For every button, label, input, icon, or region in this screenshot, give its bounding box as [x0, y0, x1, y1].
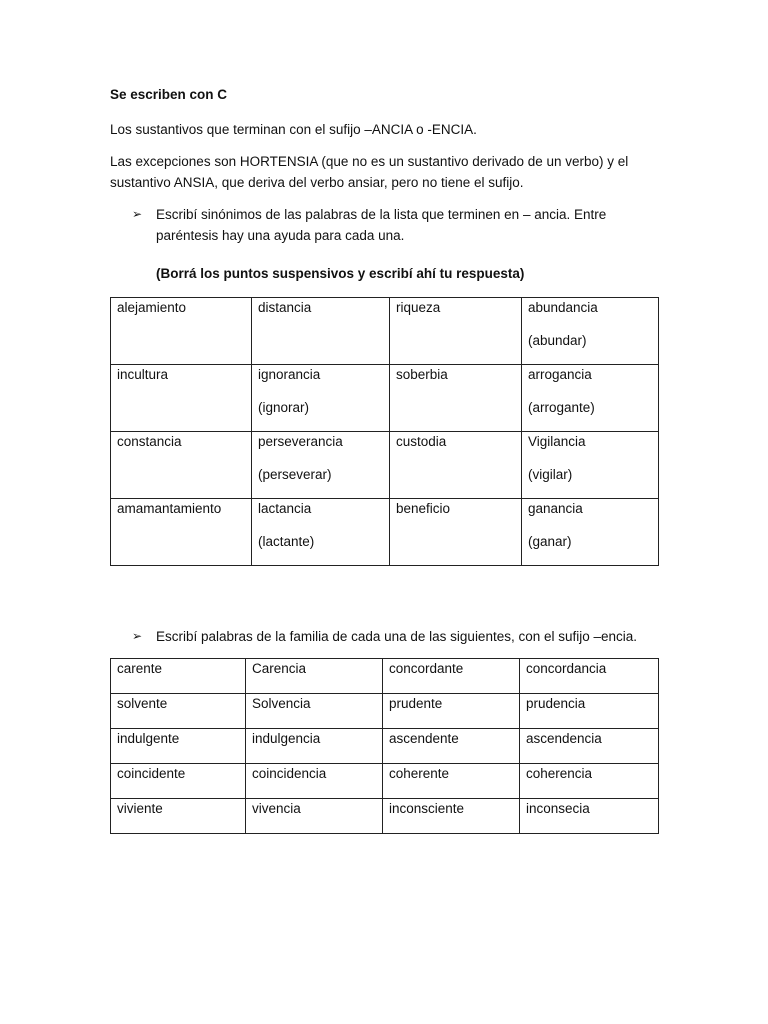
table-cell[interactable]: vivencia — [246, 799, 383, 834]
table-row — [111, 694, 659, 729]
cell-hint: (ganar) — [528, 534, 572, 549]
table-row — [111, 659, 659, 694]
cell-word: ganancia — [528, 501, 583, 516]
table-cell[interactable] — [522, 499, 659, 566]
cell-word: perseverancia — [258, 434, 343, 449]
table-cell[interactable] — [252, 298, 390, 365]
table-cell[interactable]: ascendencia — [520, 729, 659, 764]
table-row — [111, 729, 659, 764]
table-cell[interactable] — [522, 365, 659, 432]
table-cell[interactable]: Carencia — [246, 659, 383, 694]
cell-hint: (abundar) — [528, 333, 587, 348]
table-row — [111, 365, 659, 432]
cell-hint: (ignorar) — [258, 400, 310, 415]
cell-word: riqueza — [396, 300, 441, 315]
cell-word: abundancia — [528, 300, 598, 315]
table-cell[interactable]: indulgencia — [246, 729, 383, 764]
cell-hint: (vigilar) — [528, 467, 573, 482]
table-cell[interactable] — [111, 298, 252, 365]
exercise1-instruction-text: Escribí sinónimos de las palabras de la lista que terminen en – ancia. Entre paréntesis hay una ayuda para cada una. — [156, 207, 607, 243]
table-row — [111, 432, 659, 499]
cell-word: Vigilancia — [528, 434, 586, 449]
cell-word: incultura — [117, 367, 169, 382]
table-cell[interactable]: Solvencia — [246, 694, 383, 729]
cell-word: custodia — [396, 434, 447, 449]
table-cell[interactable]: solvente — [111, 694, 246, 729]
cell-hint: (arrogante) — [528, 400, 595, 415]
table-row — [111, 799, 659, 834]
table-cell[interactable] — [390, 432, 522, 499]
cell-word: amamantamiento — [117, 501, 222, 516]
table-cell[interactable]: prudente — [383, 694, 520, 729]
table-cell[interactable] — [252, 365, 390, 432]
table-cell[interactable]: carente — [111, 659, 246, 694]
table-cell[interactable] — [522, 432, 659, 499]
word-family-table — [110, 658, 659, 834]
table-row — [111, 298, 659, 365]
table-cell[interactable] — [111, 499, 252, 566]
table-cell[interactable] — [390, 365, 522, 432]
table-cell[interactable] — [111, 365, 252, 432]
table-cell[interactable] — [252, 432, 390, 499]
cell-word: ignorancia — [258, 367, 321, 382]
table-cell[interactable] — [522, 298, 659, 365]
cell-word: beneficio — [396, 501, 451, 516]
table-cell[interactable] — [390, 298, 522, 365]
table-cell[interactable]: coherente — [383, 764, 520, 799]
cell-hint: (lactante) — [258, 534, 315, 549]
table-cell[interactable]: coherencia — [520, 764, 659, 799]
arrow-bullet-icon: ➢ — [132, 629, 143, 643]
table-cell[interactable] — [390, 499, 522, 566]
table-cell[interactable]: inconsciente — [383, 799, 520, 834]
exercise1-instruction — [132, 204, 652, 246]
table-cell[interactable]: prudencia — [520, 694, 659, 729]
cell-hint: (perseverar) — [258, 467, 332, 482]
table-cell[interactable]: viviente — [111, 799, 246, 834]
table-row — [111, 499, 659, 566]
exceptions-paragraph: Las excepciones son HORTENSIA (que no es un sustantivo derivado de un verbo) y el sustantivo ANSIA, que deriva del verbo ansiar, pero no tiene el sufijo. — [110, 154, 629, 190]
table-cell[interactable]: indulgente — [111, 729, 246, 764]
table-cell[interactable]: inconsecia — [520, 799, 659, 834]
table-cell[interactable]: concordante — [383, 659, 520, 694]
cell-word: arrogancia — [528, 367, 592, 382]
synonyms-table — [110, 297, 659, 566]
table-cell[interactable] — [252, 499, 390, 566]
rule-paragraph: Los sustantivos que terminan con el sufijo –ANCIA o -ENCIA. — [110, 122, 477, 137]
cell-word: lactancia — [258, 501, 312, 516]
table-cell[interactable]: coincidente — [111, 764, 246, 799]
cell-word: soberbia — [396, 367, 448, 382]
cell-word: alejamiento — [117, 300, 187, 315]
exercise1-note: (Borrá los puntos suspensivos y escribí ahí tu respuesta) — [156, 266, 525, 281]
cell-word: constancia — [117, 434, 182, 449]
table-cell[interactable]: coincidencia — [246, 764, 383, 799]
exercise2-instruction-text: Escribí palabras de la familia de cada una de las siguientes, con el sufijo –encia. — [156, 629, 638, 644]
table-cell[interactable]: concordancia — [520, 659, 659, 694]
table-cell[interactable]: ascendente — [383, 729, 520, 764]
cell-word: distancia — [258, 300, 312, 315]
table-row — [111, 764, 659, 799]
arrow-bullet-icon: ➢ — [132, 207, 143, 221]
exercise2-instruction — [132, 626, 652, 647]
section-heading: Se escriben con C — [110, 87, 228, 102]
table-cell[interactable] — [111, 432, 252, 499]
